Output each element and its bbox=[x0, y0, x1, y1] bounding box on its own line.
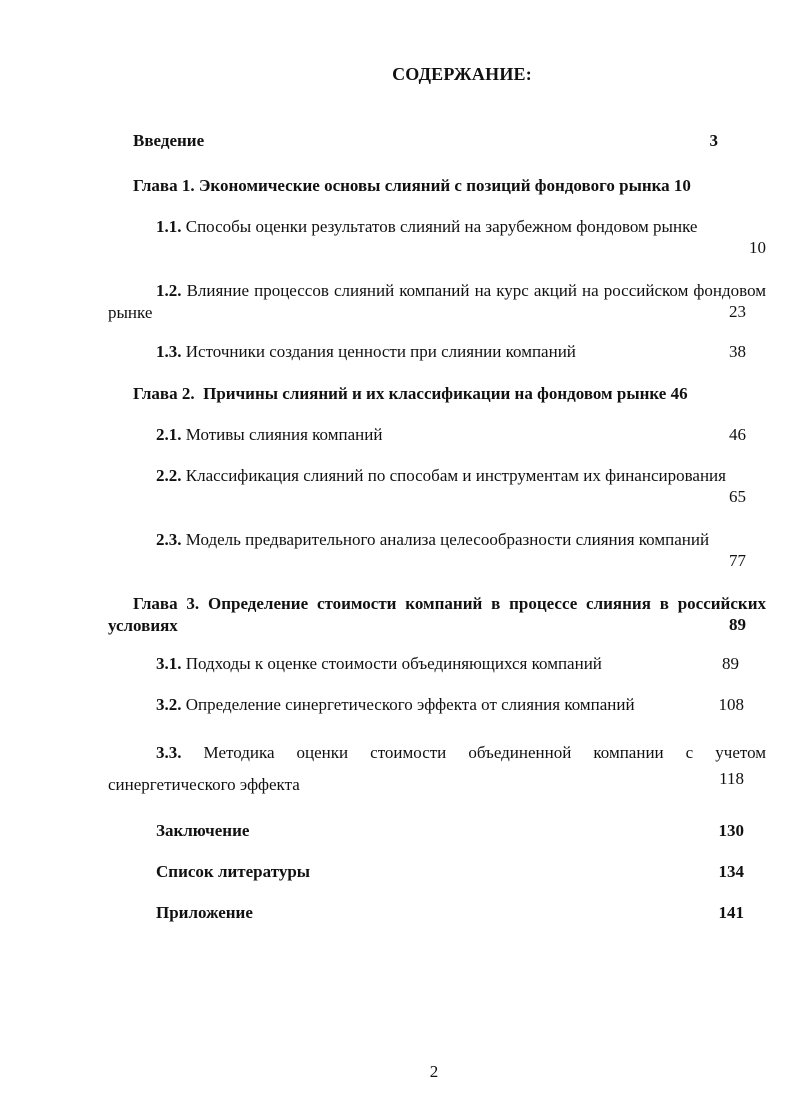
toc-section-1-1-page: 10 bbox=[749, 238, 766, 257]
toc-chapter-3-page: 89 bbox=[729, 615, 746, 634]
section-text: Классификация слияний по способам и инструментам их финансирования bbox=[185, 466, 726, 485]
toc-chapter-2: Глава 2. Причины слияний и их классификации на фондовом рынке 46 bbox=[133, 384, 688, 403]
toc-section-3-2 bbox=[156, 695, 635, 715]
toc-section-2-3 bbox=[108, 529, 766, 551]
section-text: Подходы к оценке стоимости объединяющихся компаний bbox=[185, 654, 602, 673]
section-text: Методика оценки стоимости объединенной компании с учетом синергетического эффекта bbox=[108, 743, 767, 794]
toc-section-3-3 bbox=[108, 737, 766, 801]
section-text: Источники создания ценности при слиянии компаний bbox=[185, 342, 576, 361]
section-number: 2.2. bbox=[156, 466, 182, 485]
section-number: 3.3. bbox=[156, 743, 182, 762]
toc-appendix-label: Приложение bbox=[156, 903, 253, 922]
section-text: Влияние процессов слияний компаний на курс акций на российском фондовом рынке bbox=[108, 281, 767, 322]
section-number: 2.1. bbox=[156, 425, 182, 444]
section-number: 1.3. bbox=[156, 342, 182, 361]
section-number: 2.3. bbox=[156, 530, 182, 549]
section-text: Определение синергетического эффекта от слияния компаний bbox=[185, 695, 635, 714]
toc-section-1-3-page: 38 bbox=[729, 342, 746, 361]
toc-chapter-1: Глава 1. Экономические основы слияний с позиций фондового рынка 10 bbox=[133, 176, 691, 195]
page-title: СОДЕРЖАНИЕ: bbox=[392, 64, 532, 84]
section-number: 3.2. bbox=[156, 695, 182, 714]
toc-section-3-1 bbox=[156, 654, 602, 674]
toc-intro-label: Введение bbox=[133, 131, 205, 150]
page-number: 2 bbox=[429, 1062, 439, 1081]
toc-section-2-2 bbox=[108, 465, 766, 487]
toc-section-2-3-page: 77 bbox=[729, 551, 746, 570]
toc-section-1-2 bbox=[108, 280, 766, 324]
toc-section-3-2-page: 108 bbox=[718, 695, 744, 714]
toc-section-2-1-page: 46 bbox=[729, 425, 746, 444]
toc-section-2-1 bbox=[156, 425, 382, 445]
toc-appendix-page: 141 bbox=[718, 903, 744, 922]
toc-section-2-2-page: 65 bbox=[729, 487, 746, 506]
toc-section-1-1 bbox=[108, 216, 766, 238]
section-number: 3.1. bbox=[156, 654, 182, 673]
toc-section-3-1-page: 89 bbox=[722, 654, 739, 673]
toc-section-1-3 bbox=[156, 342, 576, 362]
toc-section-3-3-page: 118 bbox=[719, 769, 744, 788]
toc-intro-page: 3 bbox=[709, 131, 718, 150]
section-number: 1.2. bbox=[156, 281, 182, 300]
toc-chapter-3: Глава 3. Определение стоимости компаний в процессе слияния в российских условиях bbox=[108, 594, 766, 635]
toc-references-label: Список литературы bbox=[156, 862, 311, 881]
section-text: Модель предварительного анализа целесообразности слияния компаний bbox=[185, 530, 710, 549]
toc-conclusion-label: Заключение bbox=[156, 821, 250, 840]
section-number: 1.1. bbox=[156, 217, 182, 236]
section-text: Мотивы слияния компаний bbox=[185, 425, 383, 444]
toc-references-page: 134 bbox=[718, 862, 744, 881]
toc-section-1-2-page: 23 bbox=[729, 302, 746, 321]
section-text: Способы оценки результатов слияний на зарубежном фондовом рынке bbox=[185, 217, 698, 236]
toc-conclusion-page: 130 bbox=[718, 821, 744, 840]
